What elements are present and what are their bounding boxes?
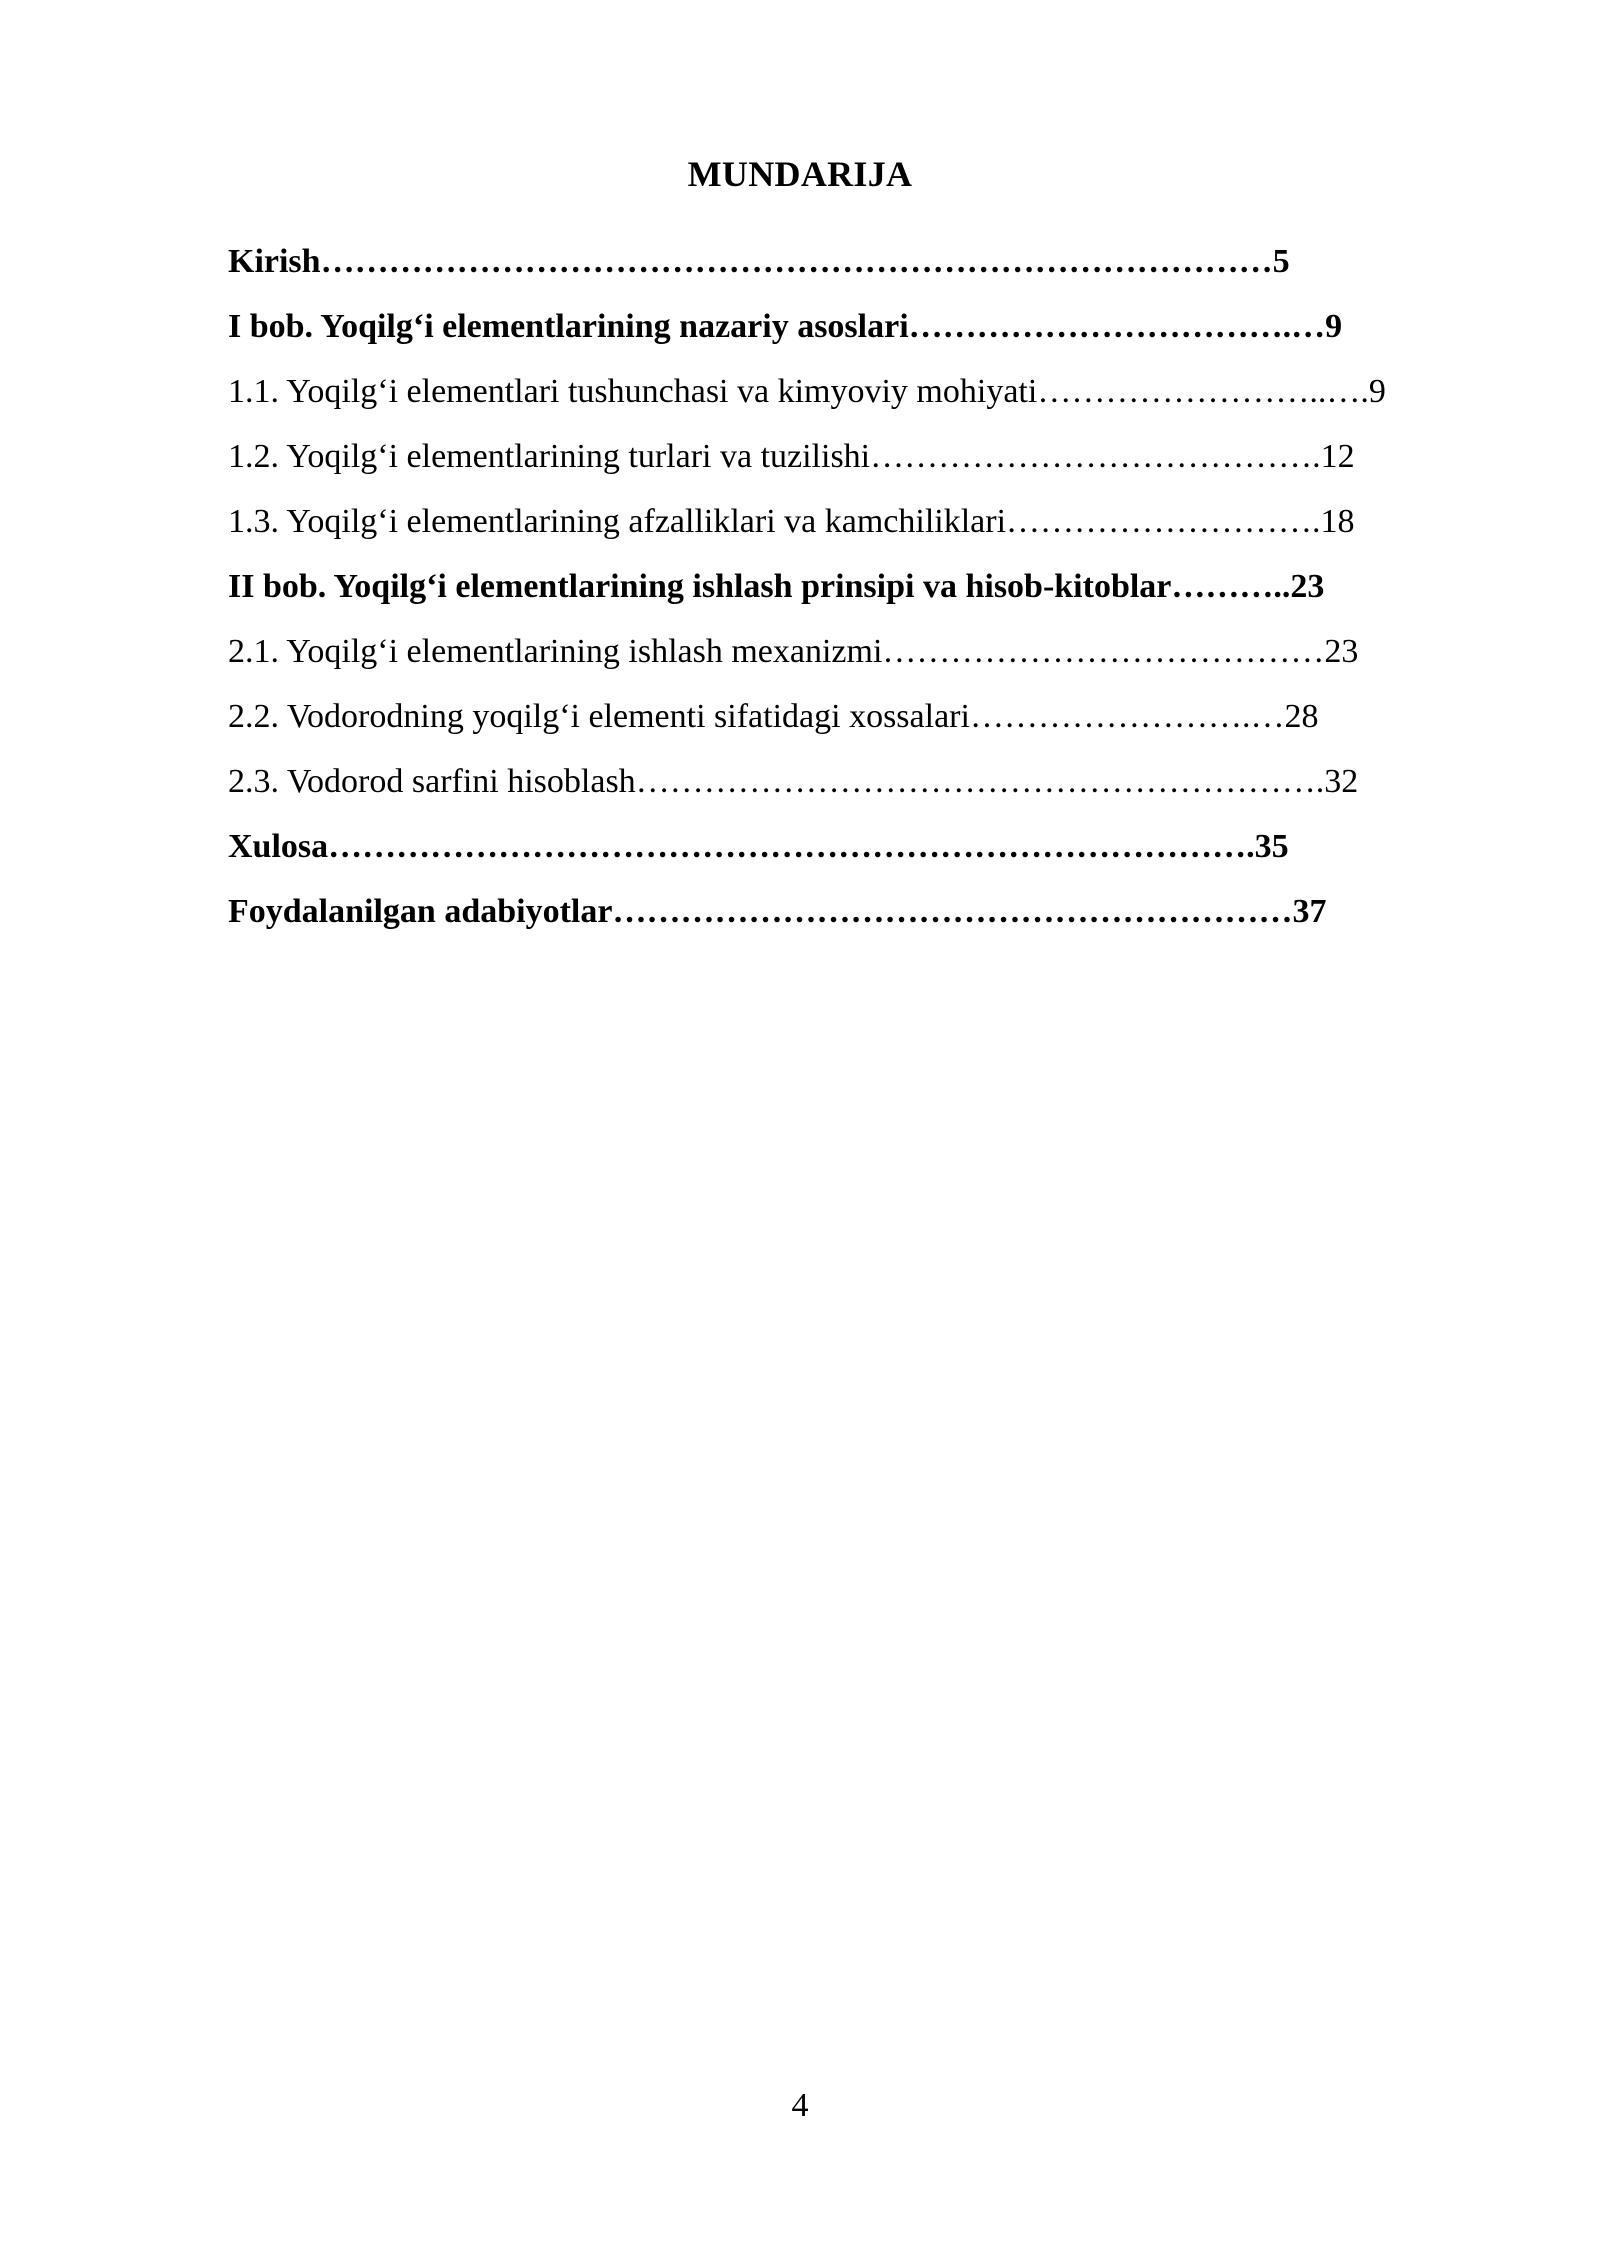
toc-entry-leader: ……………………..…. <box>1037 373 1369 410</box>
toc-entry-page: 35 <box>1254 828 1289 865</box>
toc-entry-page: 18 <box>1320 503 1355 540</box>
toc-entry-leader: ………………………………… <box>882 633 1325 670</box>
toc-entry-label: II bob. Yoqilg‘i elementlarining ishlash prinsipi va hisob-kitoblar <box>228 568 1172 605</box>
toc-entry-leader: …………………………….… <box>908 308 1326 345</box>
toc-entry-page: 23 <box>1290 568 1325 605</box>
toc-entry-leader: ……….. <box>1171 568 1291 605</box>
toc-entry <box>228 886 1488 951</box>
page-number: 4 <box>791 2087 809 2124</box>
toc-entry <box>228 756 1488 821</box>
toc-entry-label: 1.2. Yoqilg‘i elementlarining turlari va tuzilishi <box>228 438 871 475</box>
toc-entry-label: Kirish <box>228 243 321 280</box>
toc-entry-label: Xulosa <box>228 828 329 865</box>
toc-title: MUNDARIJA <box>687 154 913 194</box>
toc-entry-page: 12 <box>1320 438 1355 475</box>
toc-entry-leader: …………………….… <box>969 698 1285 735</box>
toc-entry <box>228 691 1488 756</box>
toc-entry-label: 2.1. Yoqilg‘i elementlarining ishlash mexanizmi <box>228 633 883 670</box>
toc-entry <box>228 431 1488 496</box>
toc-entry-label: Foydalanilgan adabiyotlar <box>228 893 613 930</box>
toc-entry-label: 1.1. Yoqilg‘i elementlari tushunchasi va kimyoviy mohiyati <box>228 373 1038 410</box>
toc-entry <box>228 301 1488 366</box>
toc-entry <box>228 626 1488 691</box>
toc-entry <box>228 236 1488 301</box>
toc-entry-leader: ……………………………………………………. <box>635 763 1325 800</box>
toc-entry-page: 32 <box>1324 763 1359 800</box>
toc-entry-leader: …………………………………………………… <box>612 893 1293 930</box>
toc-entry-page: 9 <box>1325 308 1343 345</box>
toc-entry-page: 9 <box>1368 373 1386 410</box>
toc-entry-page: 23 <box>1324 633 1359 670</box>
toc-entry-label: 2.2. Vodorodning yoqilg‘i elementi sifatidagi xossalari <box>228 698 970 735</box>
toc-entry-label: I bob. Yoqilg‘i elementlarining nazariy asoslari <box>228 308 909 345</box>
table-of-contents <box>228 236 1488 951</box>
toc-entry-page: 5 <box>1272 243 1290 280</box>
toc-entry-leader: ………………………………………………………………………… <box>320 243 1273 280</box>
toc-entry-label: 1.3. Yoqilg‘i elementlarining afzalliklari va kamchiliklari <box>228 503 1007 540</box>
toc-entry <box>228 561 1488 626</box>
toc-entry-page: 28 <box>1284 698 1319 735</box>
toc-entry <box>228 821 1488 886</box>
toc-entry-label: 2.3. Vodorod sarfini hisoblash <box>228 763 636 800</box>
toc-entry-leader: ………………………………………………………………………. <box>328 828 1255 865</box>
toc-entry-leader: ………………………. <box>1006 503 1321 540</box>
toc-entry-leader: …………………………………. <box>870 438 1321 475</box>
toc-entry <box>228 496 1488 561</box>
toc-entry-page: 37 <box>1292 893 1327 930</box>
toc-entry <box>228 366 1488 431</box>
